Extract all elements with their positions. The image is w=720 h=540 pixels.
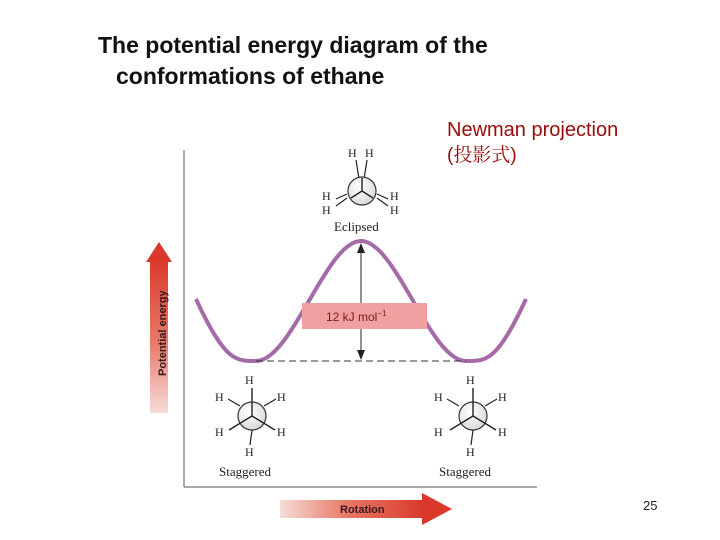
- svg-text:H: H: [322, 203, 331, 217]
- svg-text:H: H: [390, 189, 399, 203]
- svg-text:H: H: [245, 445, 254, 459]
- svg-text:H: H: [466, 373, 475, 387]
- svg-text:H: H: [215, 390, 224, 404]
- staggered-label-right: Staggered: [439, 464, 491, 479]
- x-axis-label: Rotation: [340, 504, 385, 516]
- svg-text:H: H: [434, 390, 443, 404]
- newman-projection-label: Newman projection: [447, 119, 619, 141]
- staggered-newman-projection-left: [215, 373, 286, 459]
- svg-text:H: H: [277, 425, 286, 439]
- svg-text:H: H: [390, 203, 399, 217]
- slide-title-line-2: conformations of ethane: [116, 63, 385, 89]
- y-axis-label: Potential energy: [157, 290, 169, 376]
- svg-text:H: H: [466, 445, 475, 459]
- page-number: 25: [643, 498, 658, 513]
- svg-text:H: H: [215, 425, 224, 439]
- newman-projection-chinese-label: (投影式): [447, 145, 517, 166]
- svg-text:H: H: [498, 390, 507, 404]
- svg-text:H: H: [498, 425, 507, 439]
- svg-text:H: H: [348, 146, 357, 160]
- eclipsed-label: Eclipsed: [334, 219, 379, 234]
- svg-text:H: H: [245, 373, 254, 387]
- svg-text:H: H: [322, 189, 331, 203]
- eclipsed-newman-projection: [322, 146, 399, 217]
- slide-title-line-1: The potential energy diagram of the: [98, 32, 488, 58]
- staggered-label-left: Staggered: [219, 464, 271, 479]
- barrier-height-arrow: [357, 243, 365, 360]
- svg-text:H: H: [365, 146, 374, 160]
- barrier-value-label: 12 kJ mol$^{-1}$: [326, 309, 387, 324]
- svg-text:H: H: [277, 390, 286, 404]
- staggered-newman-projection-right: [434, 373, 507, 459]
- svg-text:H: H: [434, 425, 443, 439]
